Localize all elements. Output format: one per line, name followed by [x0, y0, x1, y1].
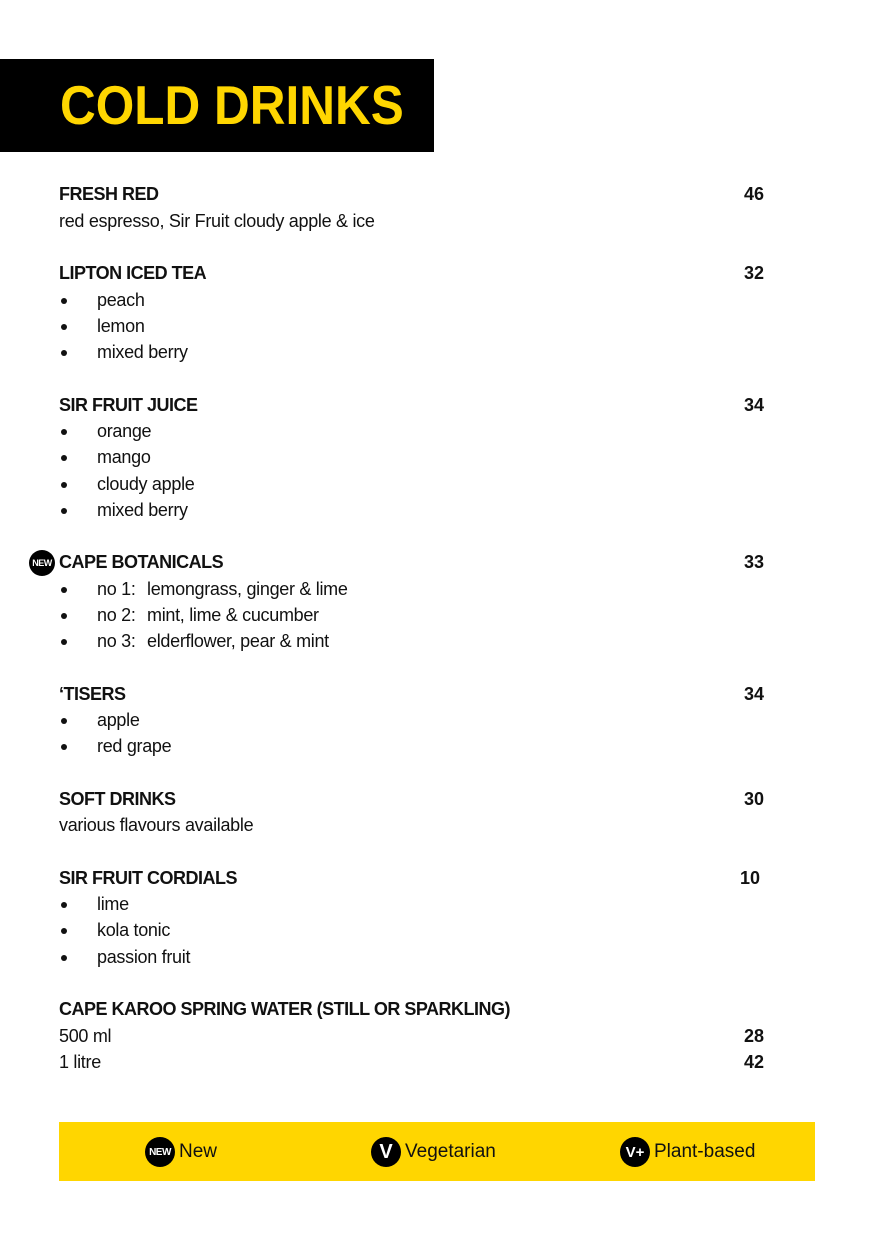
bullet-icon	[61, 639, 67, 645]
item-name-sir-fruit-juice: SIR FRUIT JUICE	[59, 395, 198, 415]
legend-vegetarian-label: Vegetarian	[405, 1141, 496, 1162]
item-name-cape-karoo-spring-water: CAPE KAROO SPRING WATER (STILL OR SPARKLING)	[59, 999, 511, 1019]
title-bar	[0, 59, 434, 152]
item-price-fresh-red: 46	[743, 184, 764, 204]
item-name-soft-drinks: SOFT DRINKS	[59, 789, 176, 809]
legend-vegetarian	[371, 1137, 496, 1167]
size-price-500ml: 28	[743, 1026, 764, 1046]
item-name-cape-botanicals: CAPE BOTANICALS	[59, 552, 224, 572]
item-name-fresh-red: FRESH RED	[59, 184, 159, 204]
item-price-cape-botanicals: 33	[743, 552, 764, 572]
legend-bar	[59, 1122, 815, 1181]
page-title: COLD DRINKS	[60, 74, 404, 136]
item-price-sir-fruit-juice: 34	[743, 395, 764, 415]
bullet-icon	[61, 587, 67, 593]
bullet-icon	[61, 298, 67, 304]
vegetarian-badge-icon: V	[371, 1137, 401, 1167]
legend-new	[145, 1137, 217, 1167]
item-price-lipton-iced-tea: 32	[743, 263, 764, 283]
plant-based-badge-icon: V+	[620, 1137, 650, 1167]
bullet-icon	[61, 928, 67, 934]
legend-plant-based	[620, 1137, 755, 1167]
bullet-icon	[61, 902, 67, 908]
bullet-icon	[61, 955, 67, 961]
item-price-tisers: 34	[743, 684, 764, 704]
bullet-icon	[61, 350, 67, 356]
item-price-soft-drinks: 30	[743, 789, 764, 809]
bullet-icon	[61, 482, 67, 488]
item-name-sir-fruit-cordials: SIR FRUIT CORDIALS	[59, 868, 237, 888]
bullet-icon	[61, 613, 67, 619]
bullet-icon	[61, 718, 67, 724]
legend-new-label: New	[179, 1141, 218, 1162]
item-description-fresh-red: red espresso, Sir Fruit cloudy apple & ice	[59, 211, 375, 231]
item-description-soft-drinks: various flavours available	[59, 815, 254, 835]
bullet-icon	[61, 508, 67, 514]
bullet-icon	[61, 744, 67, 750]
size-label-1-litre: 1 litre	[59, 1052, 101, 1072]
size-price-1-litre: 42	[743, 1052, 764, 1072]
bullet-icon	[61, 429, 67, 435]
bullet-icon	[61, 324, 67, 330]
bullet-icon	[61, 455, 67, 461]
size-label-500ml: 500 ml	[59, 1026, 112, 1046]
item-name-tisers: ‘TISERS	[59, 684, 126, 704]
item-price-sir-fruit-cordials: 10	[739, 868, 760, 888]
legend-plant-based-label: Plant-based	[654, 1141, 756, 1162]
new-badge-icon: NEW	[145, 1137, 175, 1167]
new-badge-icon: NEW	[29, 550, 55, 576]
item-name-lipton-iced-tea: LIPTON ICED TEA	[59, 263, 207, 283]
